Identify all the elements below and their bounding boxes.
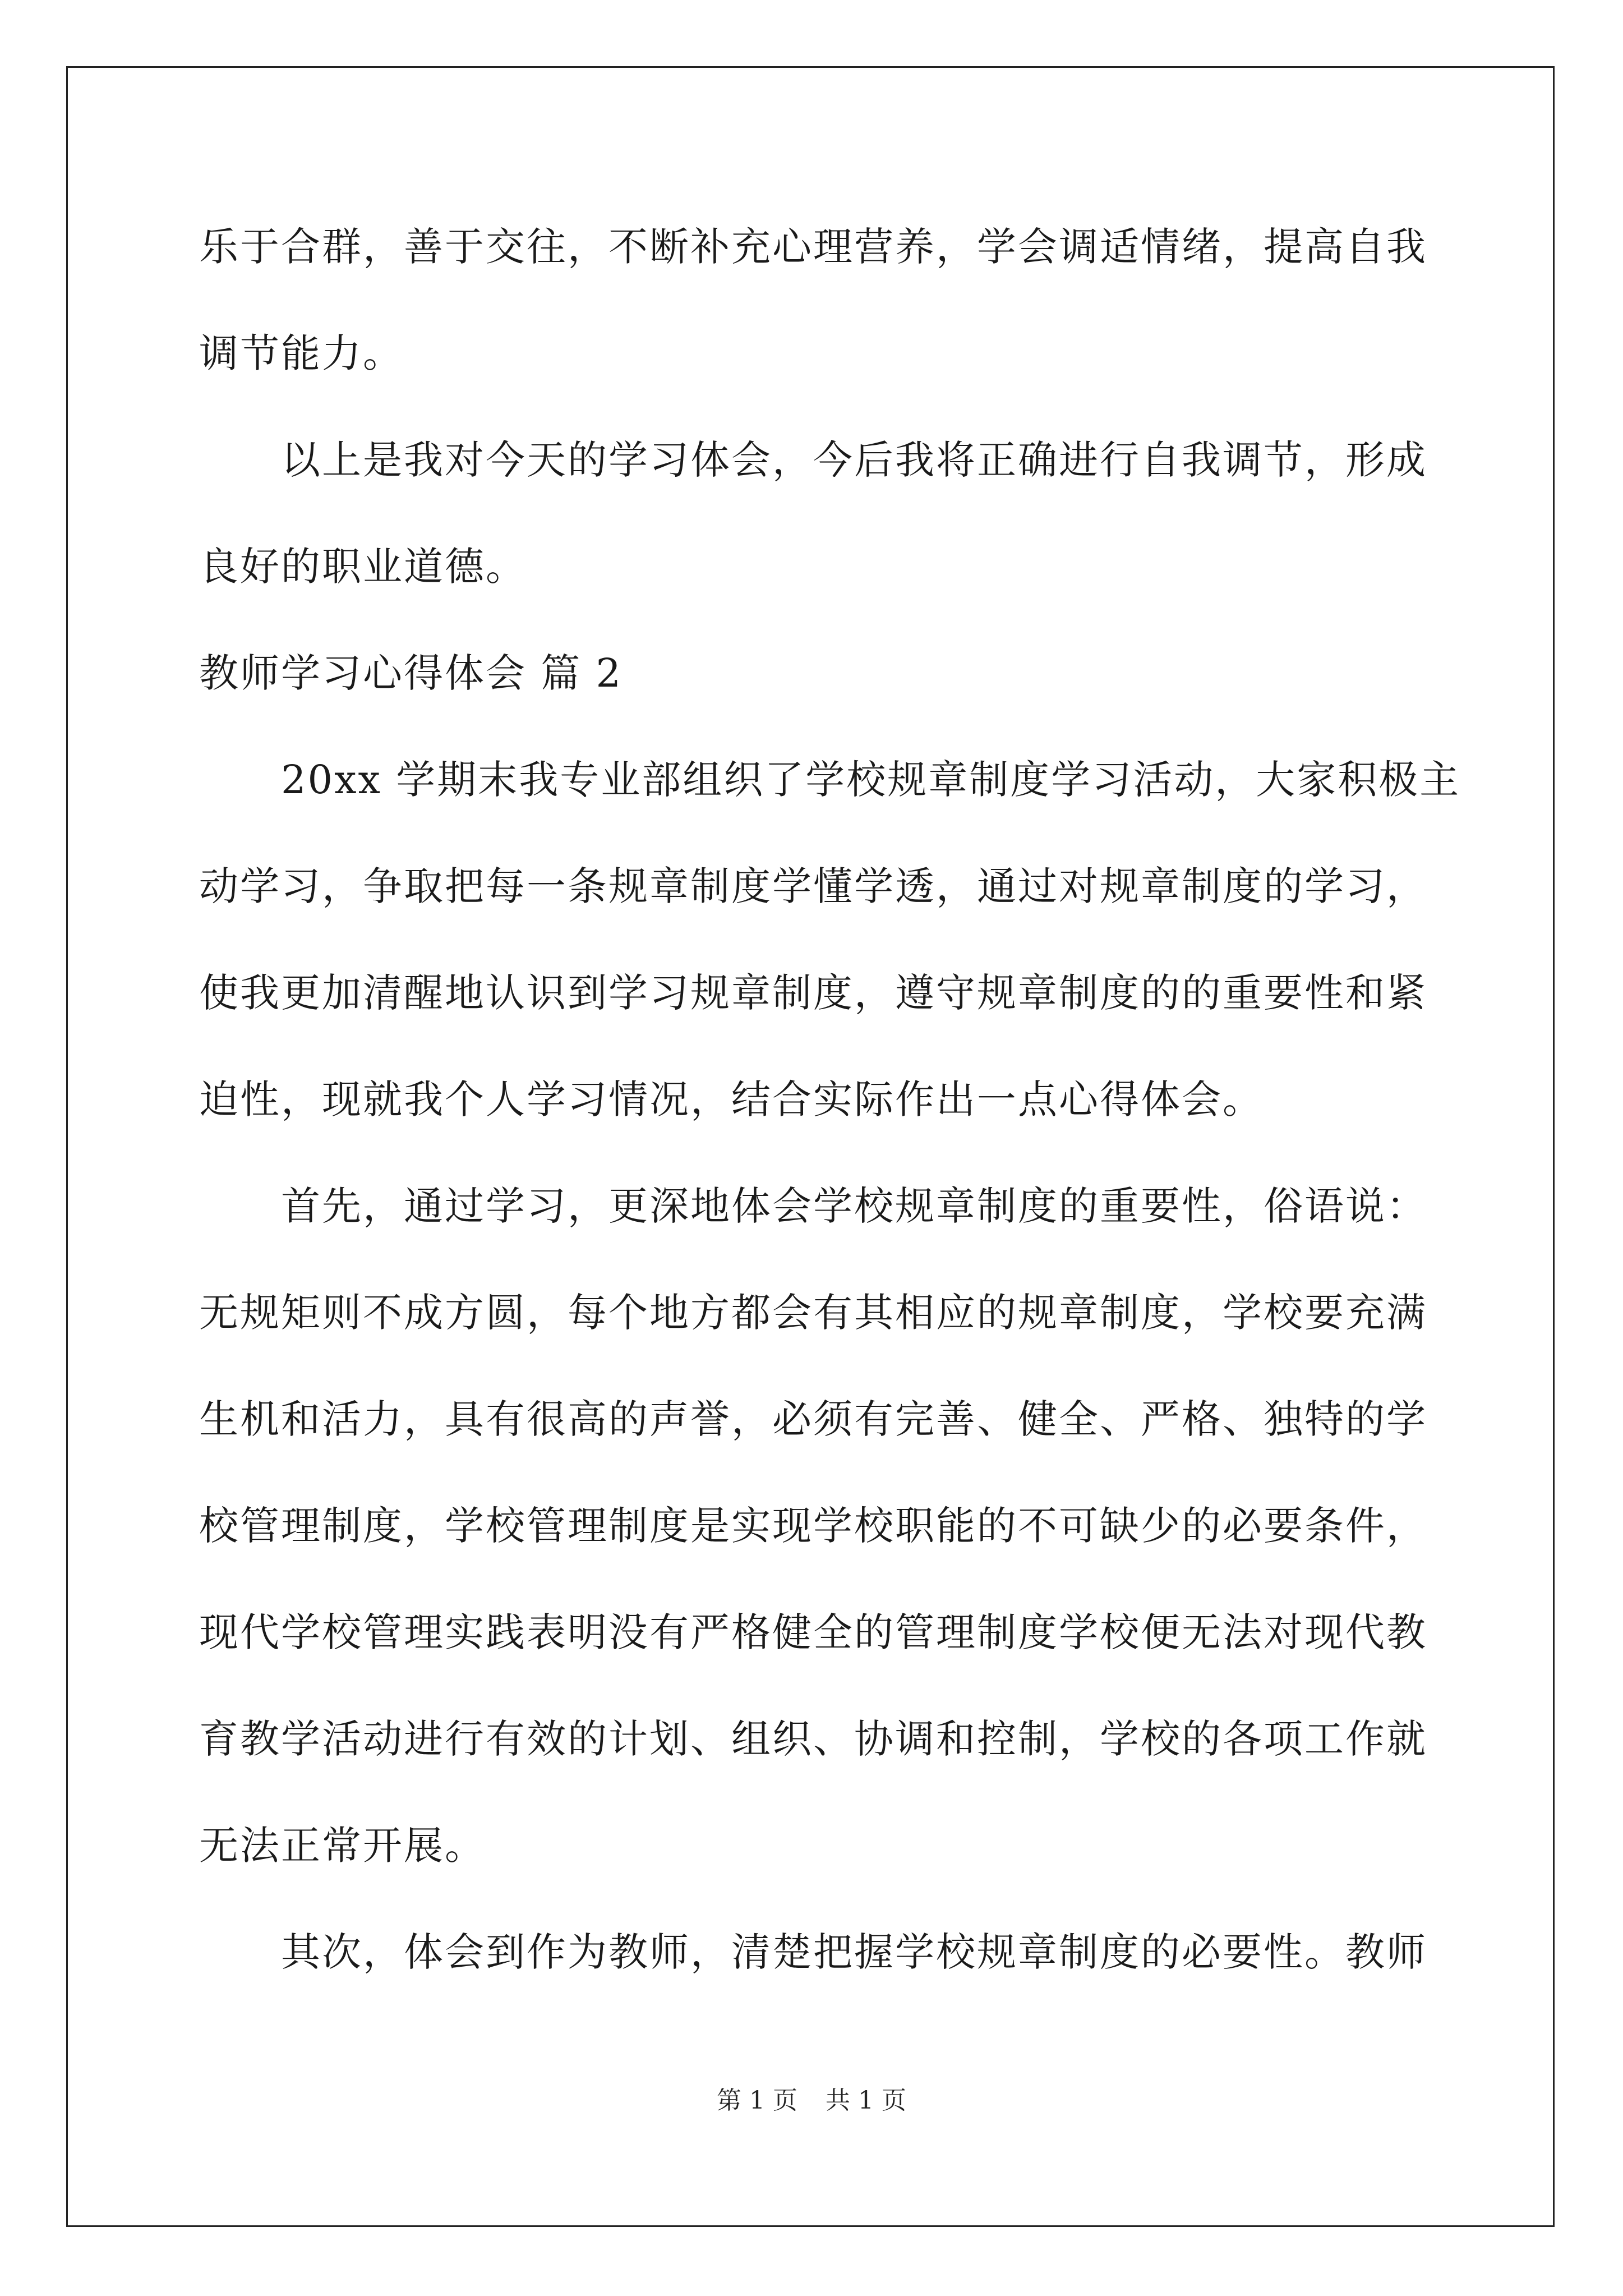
text-line: 乐于合群，善于交往，不断补充心理营养，学会调适情绪，提高自我 <box>199 224 1427 270</box>
text-line: 生机和活力，具有很高的声誉，必须有完善、健全、严格、独特的学 <box>199 1396 1427 1442</box>
text-line: 现代学校管理实践表明没有严格健全的管理制度学校便无法对现代教 <box>199 1609 1427 1655</box>
text-line: 20xx 学期末我专业部组织了学校规章制度学习活动，大家积极主 <box>199 757 1461 803</box>
text-line: 其次，体会到作为教师，清楚把握学校规章制度的必要性。教师 <box>199 1929 1427 1975</box>
page-number: 第 1 页 <box>717 2086 797 2115</box>
page-footer <box>0 2084 1623 2118</box>
text-line: 校管理制度，学校管理制度是实现学校职能的不可缺少的必要条件， <box>199 1503 1427 1549</box>
page-total: 共 1 页 <box>826 2086 906 2115</box>
text-line: 无法正常开展。 <box>199 1823 486 1869</box>
text-line: 使我更加清醒地认识到学习规章制度，遵守规章制度的的重要性和紧 <box>199 970 1427 1016</box>
text-line: 以上是我对今天的学习体会，今后我将正确进行自我调节，形成 <box>199 437 1427 483</box>
text-line: 迫性，现就我个人学习情况，结合实际作出一点心得体会。 <box>199 1076 1264 1122</box>
text-line: 调节能力。 <box>199 330 404 376</box>
text-line: 良好的职业道德。 <box>199 544 527 590</box>
page-border <box>66 66 1555 2227</box>
text-line: 动学习，争取把每一条规章制度学懂学透，通过对规章制度的学习， <box>199 863 1427 909</box>
section-heading: 教师学习心得体会 篇 2 <box>199 650 623 696</box>
text-line: 首先，通过学习，更深地体会学校规章制度的重要性，俗语说： <box>199 1183 1427 1229</box>
text-line: 育教学活动进行有效的计划、组织、协调和控制，学校的各项工作就 <box>199 1716 1427 1762</box>
text-line: 无规矩则不成方圆，每个地方都会有其相应的规章制度，学校要充满 <box>199 1290 1427 1336</box>
